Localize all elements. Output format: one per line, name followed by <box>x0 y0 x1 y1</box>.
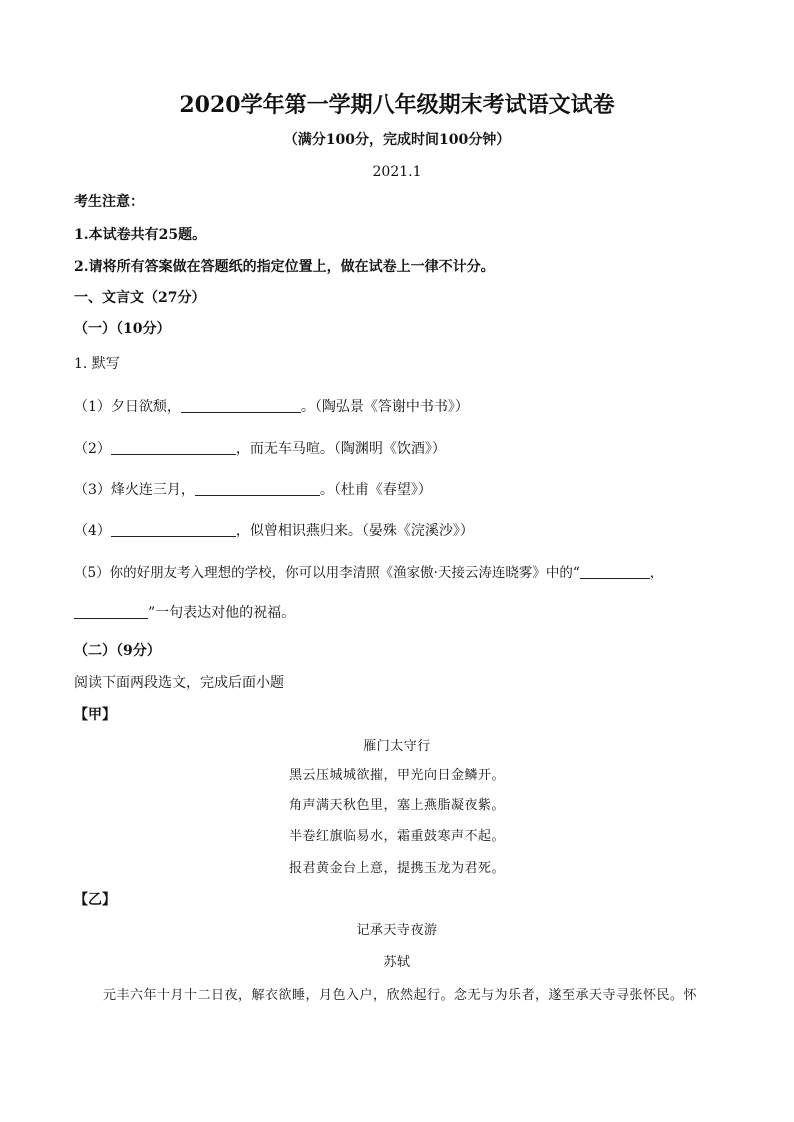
question-1-2 <box>74 440 446 458</box>
notice-item-2: 2.请将所有答案做在答题纸的指定位置上，做在试卷上一律不计分。 <box>74 259 495 275</box>
poem-line: 半卷红旗临易水，霜重鼓寒声不起。 <box>288 829 505 844</box>
yi-label: 【乙】 <box>74 892 116 908</box>
notice-heading: 考生注意： <box>74 194 144 210</box>
q1-5-comma: ， <box>649 565 664 581</box>
question-1-4 <box>74 522 474 540</box>
q1-3-blank <box>195 481 320 496</box>
q1-2-suffix: ，而无车马喧。（陶渊明《饮酒》） <box>235 441 446 457</box>
q1-5-suffix: ”一句表达对他的祝福。 <box>148 605 296 621</box>
poem-line: 角声满天秋色里，塞上燕脂凝夜紫。 <box>288 798 505 813</box>
exam-subtitle: （满分100分，完成时间100分钟） <box>283 132 511 148</box>
poem-title: 雁门太守行 <box>363 739 431 754</box>
part-1-heading: （一）（10分） <box>74 321 171 337</box>
part-2-instruction: 阅读下面两段选文，完成后面小题 <box>74 675 284 691</box>
question-1-5-line-2 <box>74 604 295 622</box>
question-1-label: 1. 默写 <box>74 356 120 372</box>
exam-title: 2020学年第一学期八年级期末考试语文试卷 <box>179 92 615 118</box>
q1-1-prefix: （1）夕日欲颓， <box>74 399 181 415</box>
poem-line: 黑云压城城欲摧，甲光向日金鳞开。 <box>288 768 505 783</box>
exam-date: 2021.1 <box>372 164 422 180</box>
prose-title: 记承天寺夜游 <box>356 923 438 938</box>
q1-5-prefix: （5）你的好朋友考入理想的学校，你可以用李清照《渔家傲·天接云涛连晓雾》中的“ <box>74 565 580 581</box>
question-1-5-line-1 <box>74 564 663 582</box>
prose-author: 苏轼 <box>383 955 411 970</box>
q1-1-suffix: 。（陶弘景《答谢中书书》） <box>300 399 469 415</box>
question-1-3 <box>74 481 432 499</box>
q1-1-blank <box>181 398 301 413</box>
q1-5-blank-2 <box>74 604 148 619</box>
q1-2-prefix: （2） <box>74 441 111 457</box>
q1-3-prefix: （3）烽火连三月， <box>74 482 195 498</box>
q1-3-suffix: 。（杜甫《春望》） <box>319 482 432 498</box>
poem-line: 报君黄金台上意，提携玉龙为君死。 <box>288 861 505 876</box>
q1-4-blank <box>111 522 236 537</box>
q1-4-prefix: （4） <box>74 523 111 539</box>
section-1-heading: 一、文言文（27分） <box>74 290 206 306</box>
prose-first-line: 元丰六年十月十二日夜，解衣欲睡，月色入户，欣然起行。念无与为乐者，遂至承天寺寻张怀民。怀 <box>103 988 698 1003</box>
notice-item-1: 1.本试卷共有25题。 <box>74 227 207 243</box>
question-1-1 <box>74 398 469 416</box>
part-2-heading: （二）（9分） <box>74 643 161 659</box>
q1-5-blank-1 <box>580 564 650 579</box>
q1-2-blank <box>111 440 236 455</box>
jia-label: 【甲】 <box>74 707 116 723</box>
q1-4-suffix: ，似曾相识燕归来。（晏殊《浣溪沙》） <box>235 523 474 539</box>
